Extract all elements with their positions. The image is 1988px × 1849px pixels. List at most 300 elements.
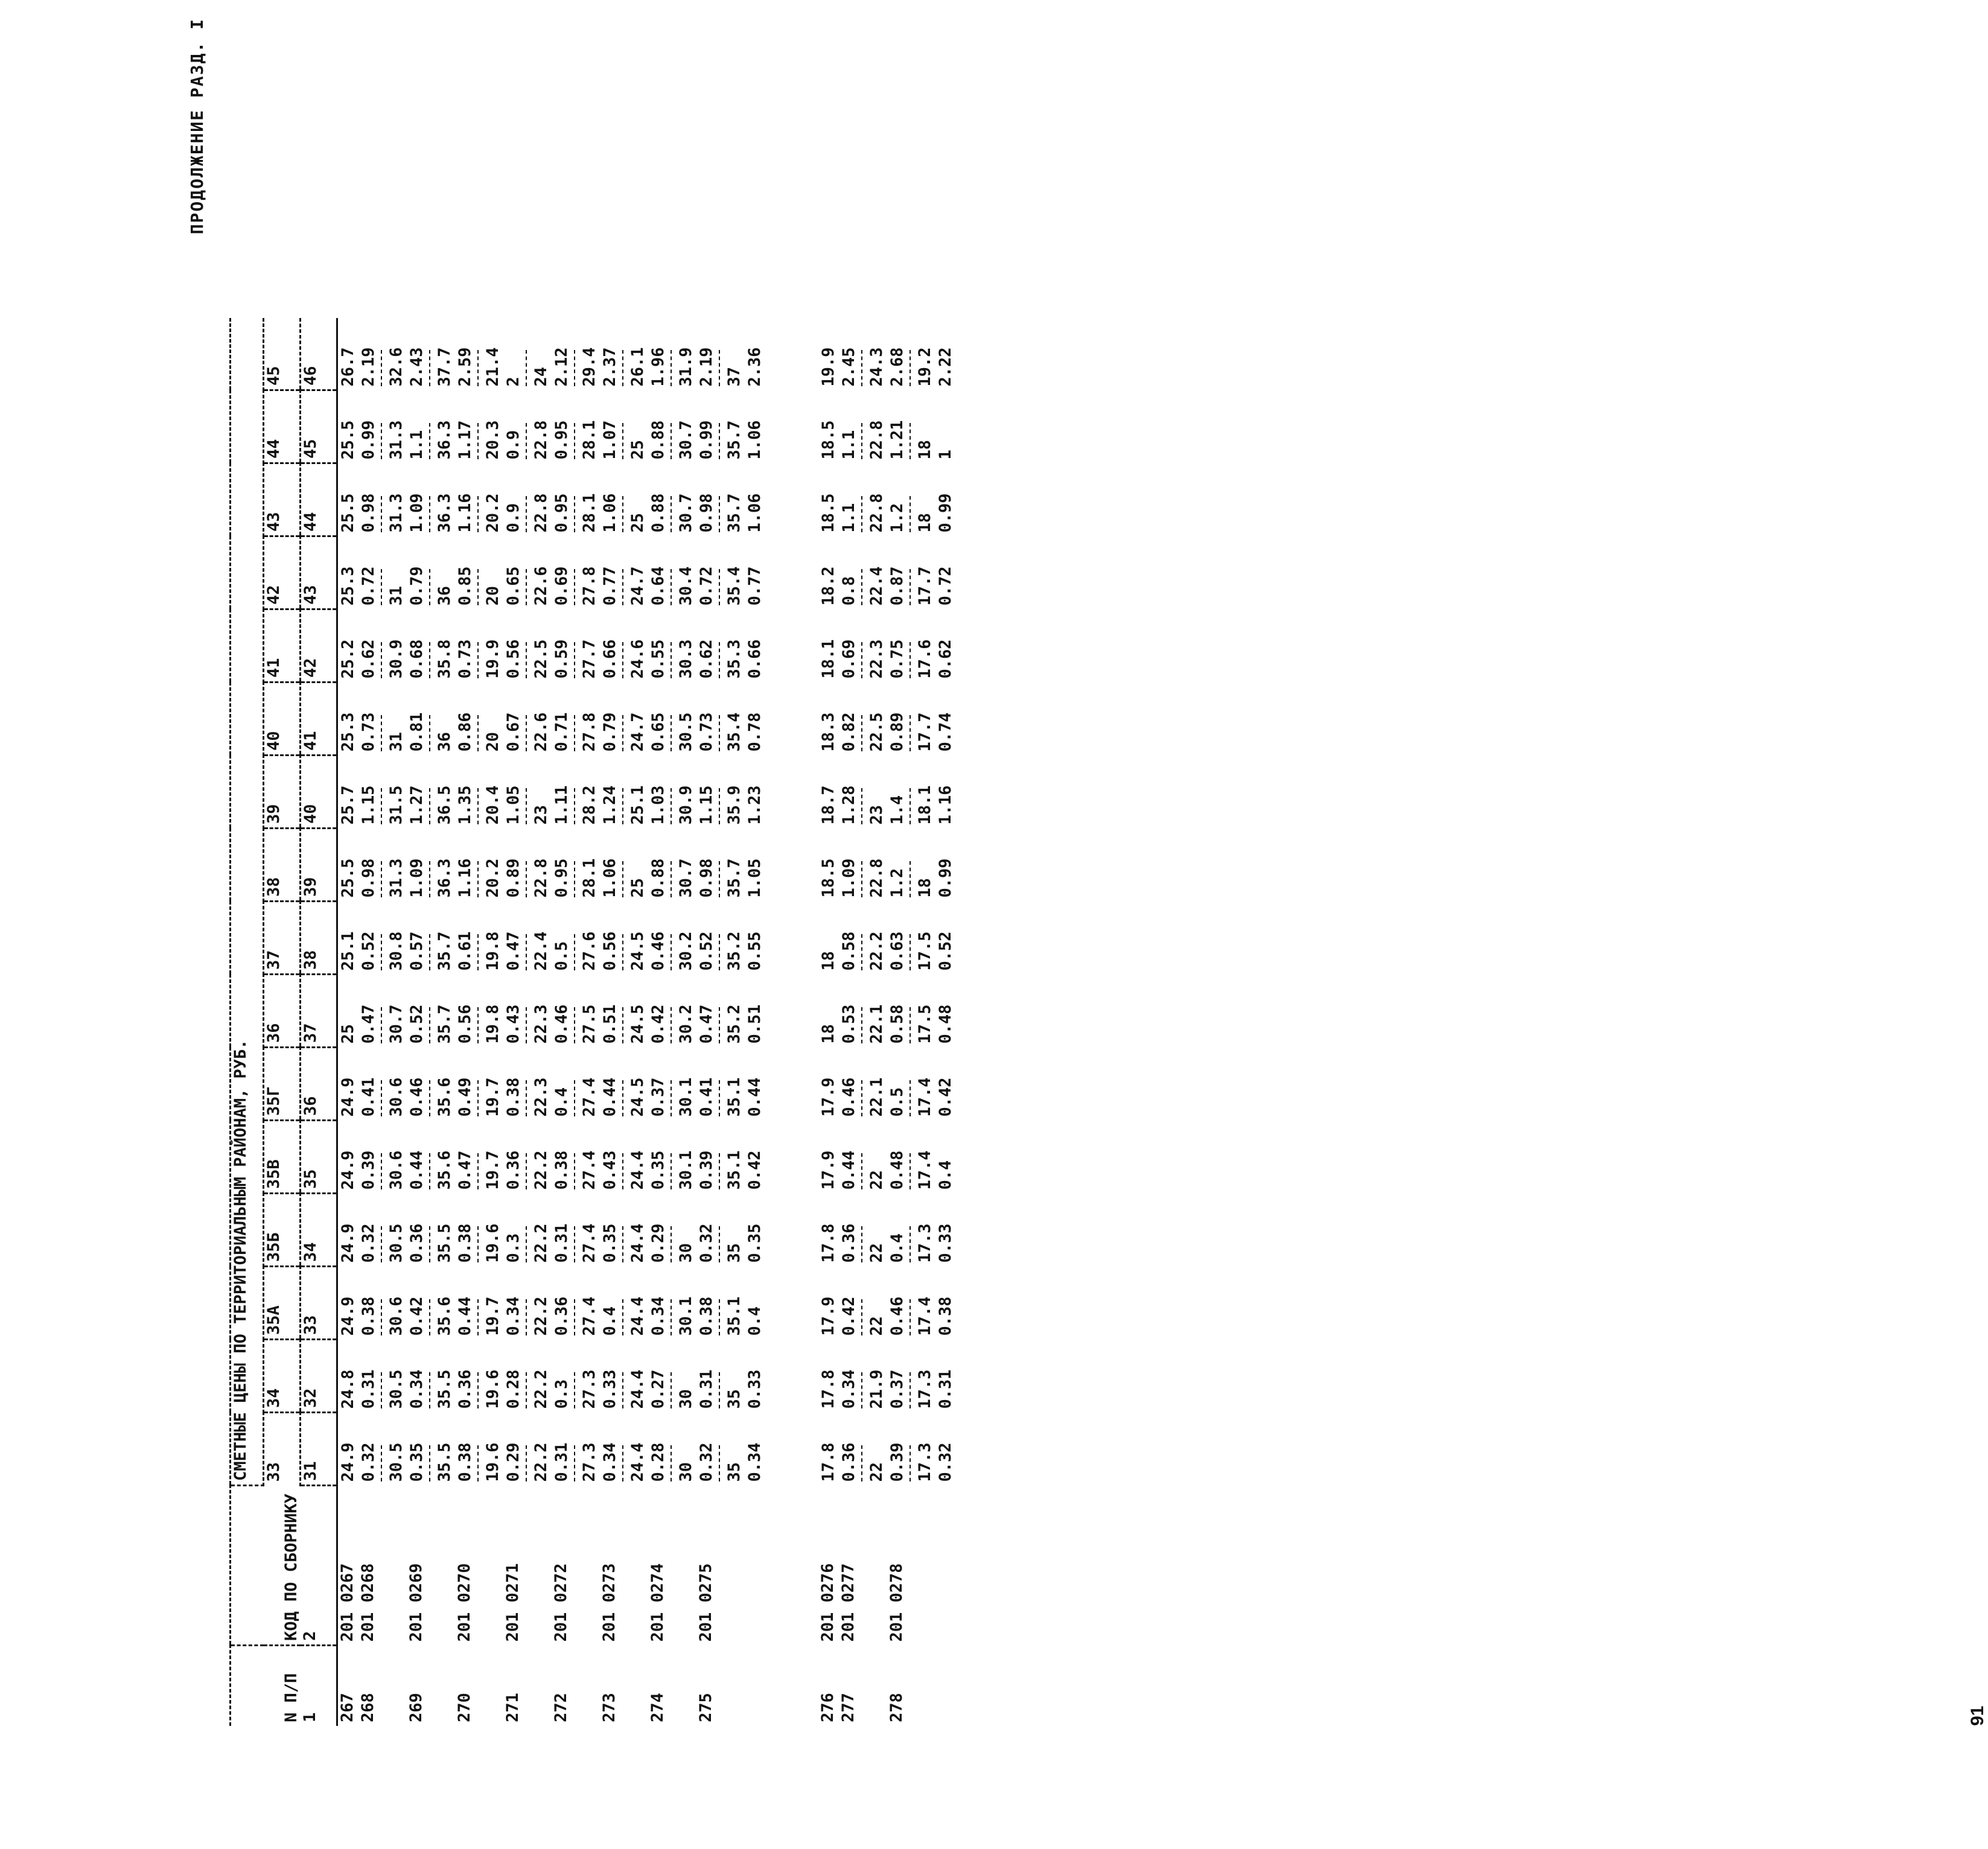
value-cell [407,683,455,756]
table-row [696,318,745,1726]
gap-cell [765,318,818,1726]
value-cell [818,1194,839,1267]
value-cell [818,829,839,902]
fraction-line [910,570,913,606]
table-row [552,318,600,1726]
value-line: 35.7 [725,858,744,898]
value-line: 22 [867,1170,886,1190]
row-np [745,1646,765,1726]
value-line: 0.31 [359,1369,378,1409]
value-line: 30.3 [677,639,695,679]
value-line: 0.89 [888,712,906,752]
value-line: 24.4 [628,1442,647,1482]
value-cell [455,390,503,463]
fraction-line [526,1008,529,1044]
value-line: 24.4 [628,1296,647,1336]
fraction-line [526,497,529,533]
value-line: 18 [819,1023,838,1044]
value-line: 0.52 [359,931,378,971]
value-line: 27.3 [580,1442,599,1482]
value-line: 24.5 [628,931,647,971]
value-line: 35 [725,1243,744,1263]
value-line: 31.9 [677,347,695,387]
value-cell [696,902,745,975]
fraction-line [861,643,865,679]
fraction-line [719,1008,722,1044]
value-line: 22.4 [867,566,886,606]
fraction-line [622,1008,626,1044]
row-code [745,1486,765,1646]
value-cell [407,390,455,463]
value-cell [407,536,455,609]
value-cell [935,463,956,536]
value-line: 0.69 [552,566,571,606]
value-line: 29.4 [580,347,599,387]
value-cell [839,756,887,829]
row-np: 275 [696,1693,715,1722]
value-cell [696,1194,745,1267]
fraction-line [381,789,384,825]
value-line: 21.9 [867,1369,886,1409]
value-line: 30.5 [677,712,695,752]
fraction-line [671,862,674,898]
value-line: 1.05 [504,785,523,825]
value-line: 0.48 [888,1150,906,1190]
row-np: 269 [407,1693,425,1722]
fraction-line [526,1154,529,1190]
value-line: 20.2 [483,858,502,898]
value-line: 19.9 [819,347,838,387]
header-row-super [231,318,264,1726]
value-line: 0.89 [504,858,523,898]
fraction-line [381,1008,384,1044]
value-cell [696,756,745,829]
table-row [839,318,887,1726]
row-code: 201 0278 [887,1563,906,1642]
value-line: 0.56 [456,1004,474,1044]
value-cell [696,1048,745,1121]
value-line: 1.09 [839,858,858,898]
value-cell [818,536,839,609]
fraction-line [574,351,578,387]
row-code: 201 0273 [600,1563,619,1642]
value-line: 0.9 [504,503,523,533]
value-cell [887,683,935,756]
value-line: 24.4 [628,1223,647,1263]
value-line: 0.74 [936,712,955,752]
value-cell [818,463,839,536]
value-line: 22.2 [867,931,886,971]
fraction-line [477,643,481,679]
value-line: 0.44 [407,1150,426,1190]
row-np: 277 [839,1693,858,1722]
value-line: 0.42 [407,1296,426,1336]
header-col: 37 [264,902,301,975]
value-cell [818,1340,839,1413]
value-line: 22.6 [532,712,550,752]
fraction-line [719,716,722,752]
value-line: 20.2 [483,493,502,533]
value-cell [935,1048,956,1121]
value-line: 36.3 [435,493,454,533]
value-cell [600,463,648,536]
value-cell [552,1340,600,1413]
value-cell [455,902,503,975]
value-line: 0.58 [839,931,858,971]
value-line: 0.5 [552,941,571,971]
value-line: 30.1 [677,1296,695,1336]
fraction-line [671,935,674,971]
value-cell [358,1267,407,1340]
value-line: 0.73 [456,639,474,679]
value-line: 18.1 [819,639,838,679]
value-line: 0.36 [407,1223,426,1263]
value-line: 0.29 [504,1442,523,1482]
value-line: 30.7 [387,1004,406,1044]
fraction-line [526,789,529,825]
fraction-line [861,789,865,825]
value-cell [745,1340,765,1413]
fraction-line [910,1446,913,1482]
value-line: 0.82 [839,712,858,752]
value-line: 27.8 [580,566,599,606]
fraction-line [622,424,626,460]
value-line: 1.06 [601,493,619,533]
header-col: 41 [264,609,301,683]
header-col-number: 34 [301,1194,337,1267]
value-line: 1.21 [888,420,906,460]
value-line: 25.2 [339,639,357,679]
value-line: 20.4 [483,785,502,825]
value-cell [745,902,765,975]
value-line: 35.5 [435,1369,454,1409]
value-cell [935,1413,956,1486]
value-line: 2.43 [407,347,426,387]
value-cell [696,390,745,463]
value-line: 18.7 [819,785,838,825]
fraction-line [381,1373,384,1409]
value-cell [935,1121,956,1194]
value-line: 24.9 [339,1077,357,1117]
fraction-line [429,1081,433,1117]
value-cell [552,1194,600,1267]
value-line: 1.28 [839,785,858,825]
value-cell [358,756,407,829]
fraction-line [477,935,481,971]
value-line: 22.2 [532,1223,550,1263]
rotated-page [181,0,1987,1750]
value-cell [455,1194,503,1267]
value-cell [696,536,745,609]
value-line: 25.3 [339,712,357,752]
value-line: 0.46 [888,1296,906,1336]
value-cell [600,1121,648,1194]
fraction-line [671,351,674,387]
row-np: 267 [338,1693,357,1722]
value-line: 0.41 [697,1077,716,1117]
value-cell [696,1121,745,1194]
value-cell [935,536,956,609]
value-line: 35.1 [725,1296,744,1336]
value-cell [839,463,887,536]
fraction-line [861,935,865,971]
fraction-line [574,497,578,533]
value-cell [745,683,765,756]
value-cell [887,756,935,829]
value-line: 24.9 [339,1442,357,1482]
fraction-line [574,424,578,460]
value-line: 0.27 [649,1369,667,1409]
value-cell [745,390,765,463]
value-line: 17.3 [916,1442,934,1482]
value-cell [503,536,552,609]
value-cell [407,1048,455,1121]
value-line: 0.62 [697,639,716,679]
value-cell [503,1194,552,1267]
value-line: 0.32 [359,1223,378,1263]
fraction-line [622,1446,626,1482]
value-line: 35.7 [435,931,454,971]
value-line: 25.1 [628,785,647,825]
value-cell [887,975,935,1048]
value-line: 1.16 [936,785,955,825]
fraction-line [622,1081,626,1117]
value-cell [887,902,935,975]
value-cell [455,1340,503,1413]
value-cell [337,756,359,829]
value-line: 30.6 [387,1296,406,1336]
fraction-line [526,1373,529,1409]
value-line: 0.42 [649,1004,667,1044]
row-code: 201 0271 [503,1563,522,1642]
value-cell [648,829,696,902]
row-np: 276 [818,1693,837,1722]
value-line: 0.35 [407,1442,426,1482]
value-line: 31.3 [387,493,406,533]
value-cell [337,1267,359,1340]
value-line: 35.5 [435,1442,454,1482]
value-cell [887,829,935,902]
table-row [337,318,359,1726]
header-col-number: 42 [301,609,337,683]
value-line: 0.31 [552,1442,571,1482]
value-line: 25 [339,1023,357,1044]
value-line: 0.32 [697,1442,716,1482]
value-cell [503,683,552,756]
fraction-line [671,1446,674,1482]
value-cell [358,829,407,902]
value-cell [648,390,696,463]
value-line: 0.98 [697,493,716,533]
value-line: 24.4 [628,1150,647,1190]
fraction-line [671,570,674,606]
value-cell [358,609,407,683]
value-cell [455,1121,503,1194]
value-cell [600,683,648,756]
value-line: 0.52 [936,931,955,971]
value-cell [337,902,359,975]
value-cell [552,1121,600,1194]
value-line: 1.06 [601,858,619,898]
value-line: 0.44 [839,1150,858,1190]
value-line: 17.9 [819,1150,838,1190]
value-cell [503,1048,552,1121]
value-cell [935,975,956,1048]
fraction-line [622,643,626,679]
fraction-line [477,497,481,533]
value-line: 0.37 [649,1077,667,1117]
value-cell [503,390,552,463]
value-cell [358,1340,407,1413]
value-cell [648,463,696,536]
value-line: 0.4 [601,1306,619,1336]
value-cell [407,1340,455,1413]
value-line: 31 [387,731,406,752]
header-col: 34 [264,1340,301,1413]
value-cell [600,756,648,829]
value-line: 1.06 [745,420,764,460]
fraction-line [622,497,626,533]
fraction-line [719,862,722,898]
value-line: 0.36 [552,1296,571,1336]
value-cell [648,1267,696,1340]
value-line: 0.9 [504,430,523,460]
header-col: 40 [264,683,301,756]
value-line: 1.05 [745,858,764,898]
row-np: 270 [455,1693,474,1722]
value-line: 1.23 [745,785,764,825]
value-line: 30.2 [677,1004,695,1044]
value-cell [887,1048,935,1121]
value-cell [358,1413,407,1486]
fraction-line [574,1154,578,1190]
fraction-line [719,789,722,825]
value-line: 1.2 [888,503,906,533]
fraction-line [910,716,913,752]
value-line: 0.88 [649,858,667,898]
value-cell [552,902,600,975]
value-line: 30.5 [387,1369,406,1409]
value-cell [337,1340,359,1413]
value-cell [839,1267,887,1340]
table-row [358,318,407,1726]
value-line: 0.36 [839,1223,858,1263]
value-line: 26.7 [339,347,357,387]
fraction-line [719,1081,722,1117]
value-line: 1.96 [649,347,667,387]
value-line: 0.44 [456,1296,474,1336]
fraction-line [381,1081,384,1117]
value-cell [358,1121,407,1194]
value-line: 0.69 [839,639,858,679]
value-line: 0.39 [888,1442,906,1482]
value-line: 30 [677,1389,695,1409]
value-line: 30.5 [387,1223,406,1263]
fraction-line [477,1227,481,1263]
value-cell [503,975,552,1048]
fraction-line [429,1373,433,1409]
value-line: 0.34 [649,1296,667,1336]
value-line: 0.85 [456,566,474,606]
value-line: 0.86 [456,712,474,752]
fraction-line [671,1081,674,1117]
fraction-line [861,497,865,533]
value-line: 28.1 [580,420,599,460]
fraction-line [861,351,865,387]
fraction-line [622,1154,626,1190]
value-line: 0.38 [359,1296,378,1336]
value-line: 18.5 [819,493,838,533]
fraction-line [910,351,913,387]
value-cell [552,683,600,756]
fraction-line [477,1154,481,1190]
fraction-line [429,935,433,971]
value-line: 1.06 [745,493,764,533]
fraction-line [429,1227,433,1263]
value-line: 35.4 [725,566,744,606]
fraction-line [477,424,481,460]
value-line: 18.1 [916,785,934,825]
value-cell [503,756,552,829]
fraction-line [477,1446,481,1482]
value-cell [600,609,648,683]
row-code: 201 0272 [552,1563,570,1642]
value-line: 19.7 [483,1150,502,1190]
value-line: 0.46 [839,1077,858,1117]
value-cell [600,390,648,463]
value-cell [745,536,765,609]
value-line: 0.56 [601,931,619,971]
value-cell [818,683,839,756]
value-cell [648,1340,696,1413]
value-line: 24.9 [339,1150,357,1190]
value-line: 0.31 [697,1369,716,1409]
fraction-line [910,643,913,679]
table-body [337,318,957,1726]
value-line: 0.34 [601,1442,619,1482]
value-cell [839,1048,887,1121]
value-line: 30.6 [387,1077,406,1117]
value-line: 1.1 [407,430,426,460]
value-line: 1.16 [456,858,474,898]
row-code: 201 0277 [839,1563,858,1642]
value-line: 32.6 [387,347,406,387]
fraction-line [719,497,722,533]
value-cell [648,536,696,609]
header-col: 35Б [264,1194,301,1267]
value-cell [503,463,552,536]
value-line: 30.7 [677,858,695,898]
value-line: 0.36 [456,1369,474,1409]
value-line: 31.3 [387,420,406,460]
value-line: 23 [867,804,886,825]
value-line: 27.8 [580,712,599,752]
table-row [935,318,956,1726]
value-line: 35.8 [435,639,454,679]
value-line: 35.6 [435,1077,454,1117]
value-cell [552,318,600,390]
header-col: 45 [264,318,301,390]
value-line: 0.4 [745,1306,764,1336]
fraction-line [861,716,865,752]
value-cell [839,318,887,390]
value-line: 0.35 [649,1150,667,1190]
fraction-line [671,1227,674,1263]
value-cell [552,536,600,609]
value-line: 0.73 [697,712,716,752]
value-line: 17.9 [819,1077,838,1117]
value-line: 1.4 [888,795,906,825]
